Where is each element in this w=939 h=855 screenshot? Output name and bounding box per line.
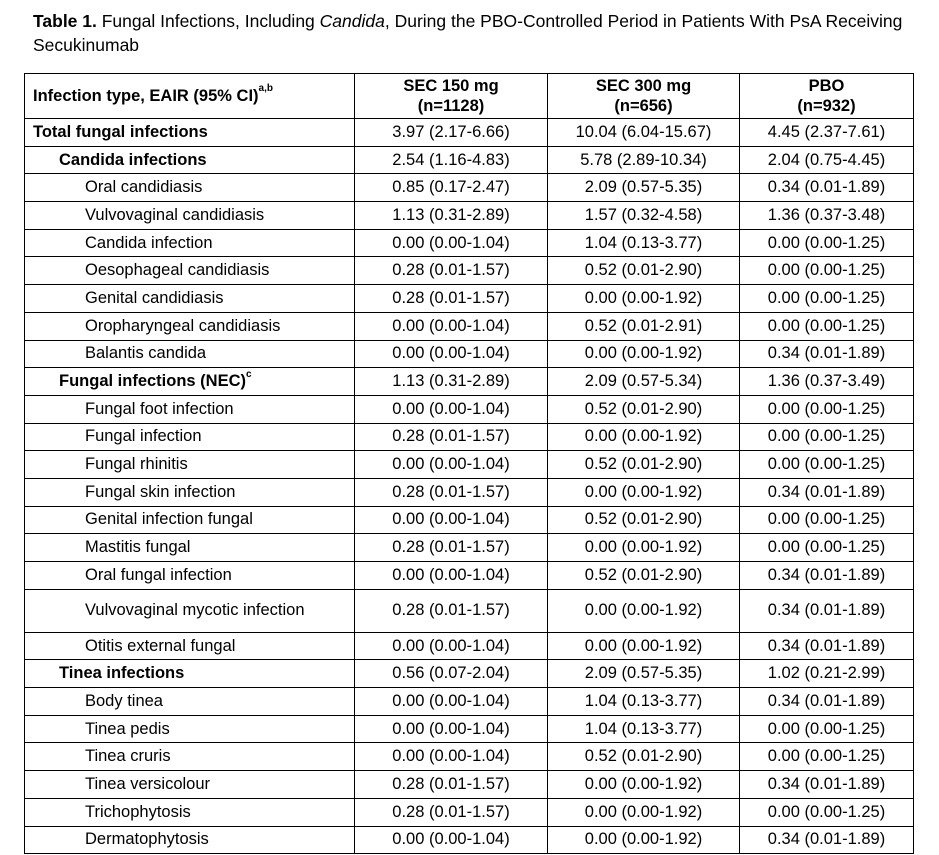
sec-300-value: 0.00 (0.00-1.92) — [548, 478, 740, 506]
infection-type-name: Fungal rhinitis — [85, 455, 188, 474]
pbo-value: 0.00 (0.00-1.25) — [740, 285, 914, 313]
table-row — [25, 368, 914, 396]
infection-type-name: Vulvovaginal candidiasis — [85, 205, 265, 224]
infection-type-cell — [25, 478, 355, 506]
infection-type-cell — [25, 257, 355, 285]
table-row — [25, 285, 914, 313]
table-row — [25, 660, 914, 688]
sec-300-value: 0.00 (0.00-1.92) — [548, 826, 740, 854]
header-pbo — [740, 74, 914, 119]
footnote-marker: c — [246, 369, 252, 381]
infection-type-cell — [25, 826, 355, 854]
sec-150-value: 0.00 (0.00-1.04) — [355, 562, 548, 590]
infection-type-cell — [25, 534, 355, 562]
sec-300-value: 2.09 (0.57-5.35) — [548, 660, 740, 688]
pbo-value: 0.34 (0.01-1.89) — [740, 688, 914, 716]
table-row — [25, 688, 914, 716]
pbo-value: 0.34 (0.01-1.89) — [740, 478, 914, 506]
pbo-value: 1.36 (0.37-3.48) — [740, 202, 914, 230]
sec-150-value: 0.00 (0.00-1.04) — [355, 743, 548, 771]
fungal-infections-table — [24, 73, 914, 854]
infection-type-name: Oral fungal infection — [85, 565, 232, 584]
sec-300-value: 1.57 (0.32-4.58) — [548, 202, 740, 230]
pbo-value: 0.00 (0.00-1.25) — [740, 423, 914, 451]
infection-type-name: Fungal infections (NEC) — [59, 372, 246, 391]
infection-type-cell — [25, 632, 355, 660]
caption-text-after: , During the PBO-Controlled Period in Patients With PsA Receiving Secukinumab — [33, 11, 903, 55]
sec-150-value: 0.00 (0.00-1.04) — [355, 826, 548, 854]
table-row — [25, 506, 914, 534]
infection-type-cell — [25, 368, 355, 396]
sec-150-value: 0.00 (0.00-1.04) — [355, 632, 548, 660]
sec-300-value: 0.00 (0.00-1.92) — [548, 285, 740, 313]
pbo-value: 0.34 (0.01-1.89) — [740, 562, 914, 590]
pbo-value: 1.02 (0.21-2.99) — [740, 660, 914, 688]
table-row — [25, 202, 914, 230]
table-row — [25, 257, 914, 285]
sec-300-value: 0.00 (0.00-1.92) — [548, 771, 740, 799]
header-sec-150 — [355, 74, 548, 119]
infection-type-name: Trichophytosis — [85, 802, 191, 821]
infection-type-name: Body tinea — [85, 691, 163, 710]
infection-type-name: Balantis candida — [85, 344, 207, 363]
sec-150-value: 0.00 (0.00-1.04) — [355, 312, 548, 340]
infection-type-name: Candida infection — [85, 233, 213, 252]
table-row — [25, 715, 914, 743]
pbo-value: 0.34 (0.01-1.89) — [740, 174, 914, 202]
pbo-value: 0.00 (0.00-1.25) — [740, 257, 914, 285]
infection-type-name: Vulvovaginal mycotic infection — [85, 601, 305, 620]
table-row — [25, 340, 914, 368]
sec-300-value: 2.09 (0.57-5.34) — [548, 368, 740, 396]
pbo-value: 0.00 (0.00-1.25) — [740, 506, 914, 534]
infection-type-name: Oesophageal candidiasis — [85, 261, 270, 280]
infection-type-cell — [25, 229, 355, 257]
table-row — [25, 146, 914, 174]
sec-300-value: 2.09 (0.57-5.35) — [548, 174, 740, 202]
sec-300-value: 0.52 (0.01-2.90) — [548, 257, 740, 285]
sec-150-value: 1.13 (0.31-2.89) — [355, 368, 548, 396]
table-row — [25, 826, 914, 854]
pbo-value: 0.00 (0.00-1.25) — [740, 743, 914, 771]
sec-300-value: 0.52 (0.01-2.91) — [548, 312, 740, 340]
pbo-value: 0.34 (0.01-1.89) — [740, 632, 914, 660]
sec-150-value: 0.00 (0.00-1.04) — [355, 715, 548, 743]
sec-300-value: 0.52 (0.01-2.90) — [548, 451, 740, 479]
infection-type-cell — [25, 688, 355, 716]
table-row — [25, 478, 914, 506]
sec-150-value: 0.56 (0.07-2.04) — [355, 660, 548, 688]
infection-type-name: Candida infections — [59, 150, 207, 169]
infection-type-cell — [25, 589, 355, 632]
pbo-value: 0.34 (0.01-1.89) — [740, 826, 914, 854]
caption-label: Table 1. — [33, 11, 97, 31]
pbo-value: 0.00 (0.00-1.25) — [740, 534, 914, 562]
infection-type-cell — [25, 506, 355, 534]
infection-type-cell — [25, 562, 355, 590]
infection-type-name: Oropharyngeal candidiasis — [85, 316, 281, 335]
sec-150-value: 0.00 (0.00-1.04) — [355, 688, 548, 716]
sec-150-value: 0.28 (0.01-1.57) — [355, 534, 548, 562]
infection-type-name: Oral candidiasis — [85, 178, 203, 197]
infection-type-cell — [25, 451, 355, 479]
table-row — [25, 312, 914, 340]
sec-150-value: 0.28 (0.01-1.57) — [355, 423, 548, 451]
header-footnote-marker: a,b — [258, 82, 273, 94]
table-row — [25, 743, 914, 771]
infection-type-cell — [25, 285, 355, 313]
infection-type-name: Tinea versicolour — [85, 774, 211, 793]
table-body — [25, 119, 914, 854]
infection-type-cell — [25, 395, 355, 423]
sec-300-value: 1.04 (0.13-3.77) — [548, 688, 740, 716]
sec-150-value: 0.28 (0.01-1.57) — [355, 798, 548, 826]
sec-300-value: 0.52 (0.01-2.90) — [548, 395, 740, 423]
header-infection-type-label: Infection type, EAIR (95% CI) — [33, 86, 259, 105]
sec-150-value: 0.28 (0.01-1.57) — [355, 478, 548, 506]
sec-150-value: 3.97 (2.17-6.66) — [355, 119, 548, 147]
infection-type-name: Dermatophytosis — [85, 830, 209, 849]
sec-150-value: 1.13 (0.31-2.89) — [355, 202, 548, 230]
table-row — [25, 119, 914, 147]
sec-150-value: 0.00 (0.00-1.04) — [355, 229, 548, 257]
sec-150-value: 0.00 (0.00-1.04) — [355, 340, 548, 368]
infection-type-name: Fungal foot infection — [85, 399, 234, 418]
pbo-value: 0.34 (0.01-1.89) — [740, 589, 914, 632]
table-row — [25, 395, 914, 423]
table-caption — [33, 9, 913, 57]
sec-150-value: 0.85 (0.17-2.47) — [355, 174, 548, 202]
sec-150-value: 0.28 (0.01-1.57) — [355, 257, 548, 285]
sec-300-value: 0.00 (0.00-1.92) — [548, 632, 740, 660]
pbo-value: 0.34 (0.01-1.89) — [740, 340, 914, 368]
caption-text-before: Fungal Infections, Including — [96, 11, 320, 31]
sec-150-value: 0.28 (0.01-1.57) — [355, 771, 548, 799]
table-header — [25, 74, 914, 119]
sec-300-value: 0.52 (0.01-2.90) — [548, 743, 740, 771]
table-row — [25, 562, 914, 590]
sec-300-value: 1.04 (0.13-3.77) — [548, 229, 740, 257]
pbo-value: 0.00 (0.00-1.25) — [740, 451, 914, 479]
table-row — [25, 632, 914, 660]
table-row — [25, 423, 914, 451]
infection-type-cell — [25, 340, 355, 368]
table-row — [25, 451, 914, 479]
infection-type-cell — [25, 202, 355, 230]
header-sec-150-label: SEC 150 mg — [403, 77, 499, 95]
table-row — [25, 771, 914, 799]
header-pbo-n: (n=932) — [797, 97, 856, 115]
sec-300-value: 0.00 (0.00-1.92) — [548, 534, 740, 562]
infection-type-cell — [25, 771, 355, 799]
caption-italic: Candida — [319, 11, 385, 31]
table-row — [25, 174, 914, 202]
infection-type-name: Tinea infections — [59, 664, 185, 683]
infection-type-cell — [25, 146, 355, 174]
table-row — [25, 229, 914, 257]
sec-150-value: 0.28 (0.01-1.57) — [355, 589, 548, 632]
infection-type-cell — [25, 174, 355, 202]
infection-type-name: Fungal skin infection — [85, 482, 236, 501]
header-pbo-label: PBO — [808, 77, 845, 95]
table-row — [25, 534, 914, 562]
infection-type-name: Genital infection fungal — [85, 510, 253, 529]
sec-300-value: 0.00 (0.00-1.92) — [548, 589, 740, 632]
infection-type-name: Total fungal infections — [33, 122, 208, 141]
infection-type-cell — [25, 715, 355, 743]
infection-type-name: Genital candidiasis — [85, 288, 224, 307]
pbo-value: 0.34 (0.01-1.89) — [740, 771, 914, 799]
infection-type-cell — [25, 743, 355, 771]
sec-300-value: 0.00 (0.00-1.92) — [548, 340, 740, 368]
pbo-value: 2.04 (0.75-4.45) — [740, 146, 914, 174]
infection-type-name: Tinea pedis — [85, 719, 170, 738]
sec-300-value: 0.52 (0.01-2.90) — [548, 506, 740, 534]
infection-type-name: Tinea cruris — [85, 747, 171, 766]
header-sec-150-n: (n=1128) — [417, 97, 485, 115]
infection-type-name: Mastitis fungal — [85, 538, 191, 557]
pbo-value: 0.00 (0.00-1.25) — [740, 312, 914, 340]
header-row — [25, 74, 914, 119]
sec-150-value: 0.00 (0.00-1.04) — [355, 395, 548, 423]
header-infection-type — [25, 74, 355, 119]
sec-150-value: 0.00 (0.00-1.04) — [355, 451, 548, 479]
infection-type-name: Otitis external fungal — [85, 636, 236, 655]
header-sec-300-label: SEC 300 mg — [595, 77, 692, 95]
pbo-value: 0.00 (0.00-1.25) — [740, 798, 914, 826]
sec-150-value: 0.00 (0.00-1.04) — [355, 506, 548, 534]
pbo-value: 1.36 (0.37-3.49) — [740, 368, 914, 396]
infection-type-cell — [25, 423, 355, 451]
table-row — [25, 798, 914, 826]
sec-300-value: 0.52 (0.01-2.90) — [548, 562, 740, 590]
infection-type-name: Fungal infection — [85, 427, 202, 446]
sec-300-value: 10.04 (6.04-15.67) — [548, 119, 740, 147]
pbo-value: 0.00 (0.00-1.25) — [740, 715, 914, 743]
sec-300-value: 0.00 (0.00-1.92) — [548, 798, 740, 826]
infection-type-cell — [25, 312, 355, 340]
pbo-value: 0.00 (0.00-1.25) — [740, 395, 914, 423]
sec-300-value: 1.04 (0.13-3.77) — [548, 715, 740, 743]
infection-type-cell — [25, 119, 355, 147]
pbo-value: 0.00 (0.00-1.25) — [740, 229, 914, 257]
sec-300-value: 5.78 (2.89-10.34) — [548, 146, 740, 174]
infection-type-cell — [25, 660, 355, 688]
header-sec-300 — [548, 74, 740, 119]
header-sec-300-n: (n=656) — [614, 97, 673, 115]
sec-150-value: 0.28 (0.01-1.57) — [355, 285, 548, 313]
infection-type-cell — [25, 798, 355, 826]
table-row — [25, 589, 914, 632]
sec-300-value: 0.00 (0.00-1.92) — [548, 423, 740, 451]
sec-150-value: 2.54 (1.16-4.83) — [355, 146, 548, 174]
pbo-value: 4.45 (2.37-7.61) — [740, 119, 914, 147]
